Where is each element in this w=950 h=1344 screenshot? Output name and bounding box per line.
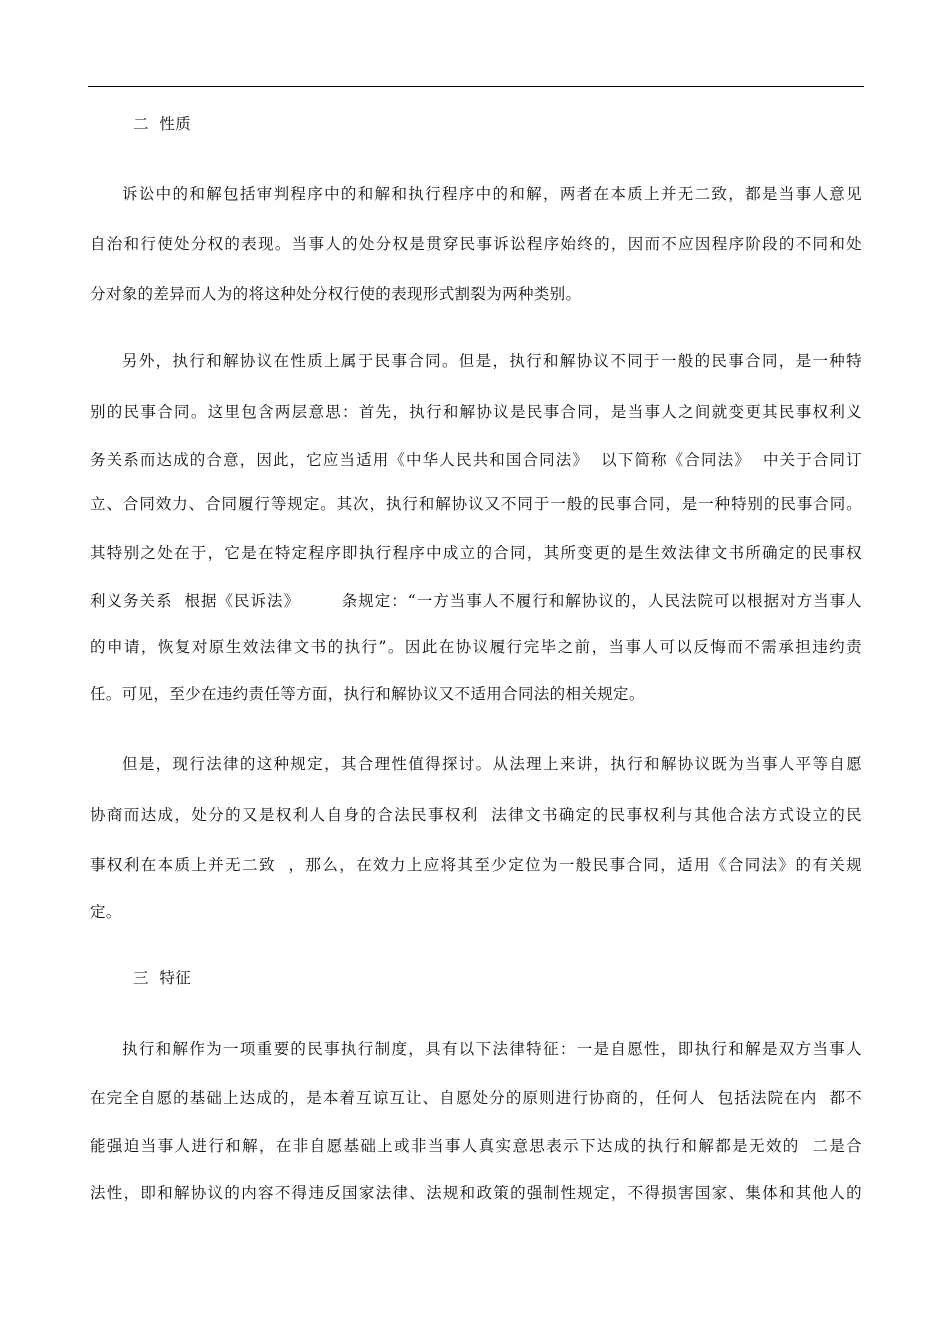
paragraph-line: 立、合同效力、合同履行等规定。其次，执行和解协议又不同于一般的民事合同，是一种特别的民事合同。 [90, 495, 862, 513]
paragraph-line: 能强迫当事人进行和解，在非自愿基础上或非当事人真实意思表示下达成的执行和解都是无效的 二是合 [90, 1137, 862, 1155]
paragraph-line: 但是，现行法律的这种规定，其合理性值得探讨。从法理上来讲，执行和解协议既为当事人平等自愿 [122, 755, 862, 773]
paragraph-line: 执行和解作为一项重要的民事执行制度，具有以下法律特征：一是自愿性，即执行和解是双方当事人 [122, 1040, 862, 1058]
section-heading-nature: 二 性质 [133, 115, 192, 133]
paragraph-line: 任。可见，至少在违约责任等方面，执行和解协议又不适用合同法的相关规定。 [90, 685, 645, 703]
paragraph-line: 的申请，恢复对原生效法律文书的执行”。因此在协议履行完毕之前，当事人可以反悔而不需承担违约责 [90, 638, 862, 656]
paragraph-line: 别的民事合同。这里包含两层意思：首先，执行和解协议是民事合同，是当事人之间就变更其民事权利义 [90, 403, 862, 421]
paragraph-line: 利义务关系 根据《民诉法》 条规定：“一方当事人不履行和解协议的，人民法院可以根据对方当事人 [90, 592, 862, 610]
paragraph-line: 分对象的差异而人为的将这种处分权行使的表现形式割裂为两种类别。 [90, 285, 582, 303]
paragraph-line: 务关系而达成的合意，因此，它应当适用《中华人民共和国合同法》 以下简称《合同法》 中关于合同订 [90, 451, 862, 469]
paragraph-line: 事权利在本质上并无二致 ，那么，在效力上应将其至少定位为一般民事合同，适用《合同法》的有关规 [90, 856, 862, 874]
paragraph-line: 另外，执行和解协议在性质上属于民事合同。但是，执行和解协议不同于一般的民事合同，是一种特 [122, 352, 862, 370]
paragraph-line: 定。 [90, 903, 122, 921]
header-rule [88, 86, 864, 87]
paragraph-line: 其特别之处在于，它是在特定程序即执行程序中成立的合同，其所变更的是生效法律文书所确定的民事权 [90, 544, 862, 562]
paragraph-line: 诉讼中的和解包括审判程序中的和解和执行程序中的和解，两者在本质上并无二致，都是当事人意见 [122, 185, 862, 203]
section-heading-features: 三 特征 [133, 969, 192, 987]
paragraph-line: 法性，即和解协议的内容不得违反国家法律、法规和政策的强制性规定，不得损害国家、集体和其他人的 [90, 1184, 862, 1202]
paragraph-line: 在完全自愿的基础上达成的，是本着互谅互让、自愿处分的原则进行协商的，任何人 包括法院在内 都不 [90, 1089, 862, 1107]
paragraph-line: 协商而达成，处分的又是权利人自身的合法民事权利 法律文书确定的民事权利与其他合法方式设立的民 [90, 806, 862, 824]
paragraph-line: 自治和行使处分权的表现。当事人的处分权是贯穿民事诉讼程序始终的，因而不应因程序阶段的不同和处 [90, 235, 862, 253]
